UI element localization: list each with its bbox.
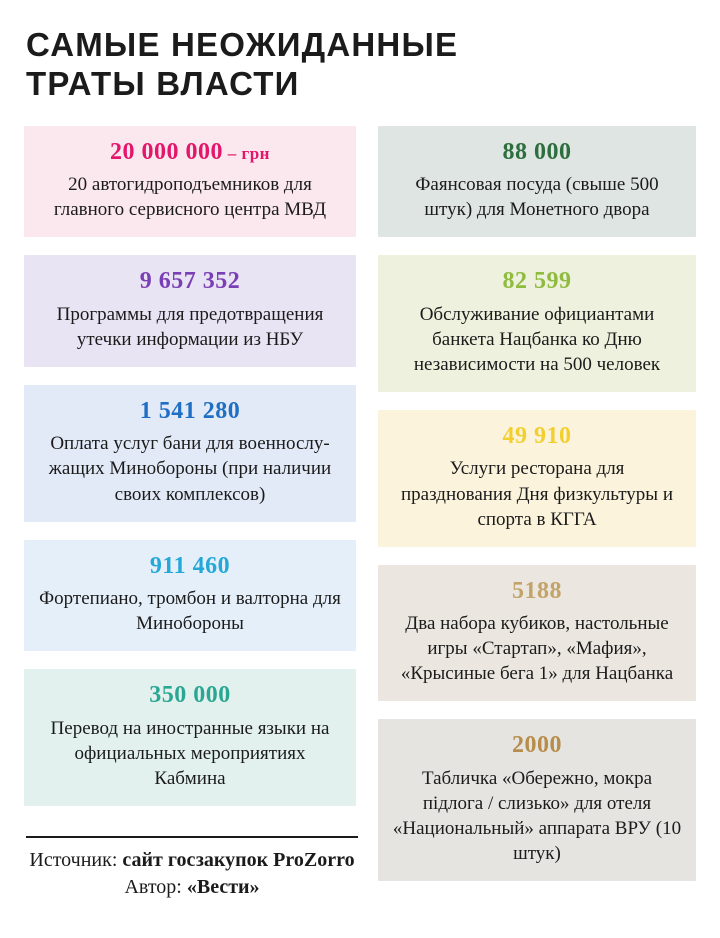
expense-card	[378, 410, 696, 547]
left-column	[24, 126, 356, 901]
expense-card	[378, 719, 696, 881]
expense-card	[24, 126, 356, 238]
expense-description: Фортепиано, тромбон и валторна для Минобороны	[39, 587, 341, 635]
expense-description: Перевод на иностранные языки на официальных мероприятиях Кабмина	[50, 717, 330, 789]
expense-amount	[38, 268, 342, 294]
amount-value: 9 657 352	[139, 268, 241, 295]
expense-card	[24, 669, 356, 806]
expense-amount	[392, 139, 682, 165]
expense-description: Два набора кубиков, настольные игры «Стартап», «Мафия», «Крысиные бега 1» для Нацбанка	[400, 613, 674, 685]
expense-card	[378, 126, 696, 238]
expense-description: Услуги ресторана для празднования Дня физкультуры и спорта в КГГА	[401, 458, 673, 530]
page-title: САМЫЕ НЕОЖИДАННЫЕ ТРАТЫ ВЛАСТИ	[26, 26, 459, 102]
amount-value: 5188	[512, 577, 562, 604]
source-line-1	[26, 847, 358, 874]
right-column	[378, 126, 696, 881]
amount-value: 88 000	[502, 138, 572, 165]
expense-card	[24, 540, 356, 652]
source-line-2	[26, 874, 358, 901]
amount-value: 49 910	[502, 423, 572, 450]
expense-amount	[38, 398, 342, 424]
expense-card	[24, 255, 356, 367]
amount-value: 350 000	[149, 682, 231, 709]
amount-value: 82 599	[502, 268, 572, 295]
expense-amount	[38, 682, 342, 708]
source-label: Источник:	[29, 848, 118, 871]
amount-value: 1 541 280	[139, 397, 241, 424]
expense-card	[378, 255, 696, 392]
expense-amount	[38, 139, 342, 165]
expense-amount	[392, 423, 682, 449]
expense-card	[378, 565, 696, 702]
amount-value: 911 460	[149, 552, 231, 579]
source-note	[26, 836, 358, 901]
expense-amount	[392, 732, 682, 758]
expense-card	[24, 385, 356, 522]
expense-amount	[392, 578, 682, 604]
author-name: «Вести»	[186, 875, 260, 898]
source-name: сайт госзакупок ProZorro	[122, 848, 355, 871]
expense-description: Оплата услуг бани для военнослу-жащих Минобороны (при наличии своих комплексов)	[48, 433, 332, 505]
amount-value: 2000	[512, 732, 562, 759]
expense-description: Табличка «Обережно, мокра підлога / слизько» для отеля «Национальный» аппарата ВРУ (10 штук)	[392, 767, 682, 864]
expense-description: Программы для предотвращения утечки информации из НБУ	[56, 303, 324, 350]
author-label: Автор:	[124, 875, 182, 898]
expense-description: Обслуживание официантами банкета Нацбанка ко Дню независимости на 500 человек	[413, 303, 661, 375]
expense-amount	[38, 553, 342, 579]
amount-currency: – грн	[223, 143, 270, 163]
expense-description: Фаянсовая посуда (свыше 500 штук) для Монетного двора	[415, 174, 659, 221]
expense-description: 20 автогидроподъемников для главного сервисного центра МВД	[53, 174, 327, 221]
expense-amount	[392, 268, 682, 294]
amount-value: 20 000 000	[110, 138, 223, 165]
cards-columns	[24, 126, 696, 901]
